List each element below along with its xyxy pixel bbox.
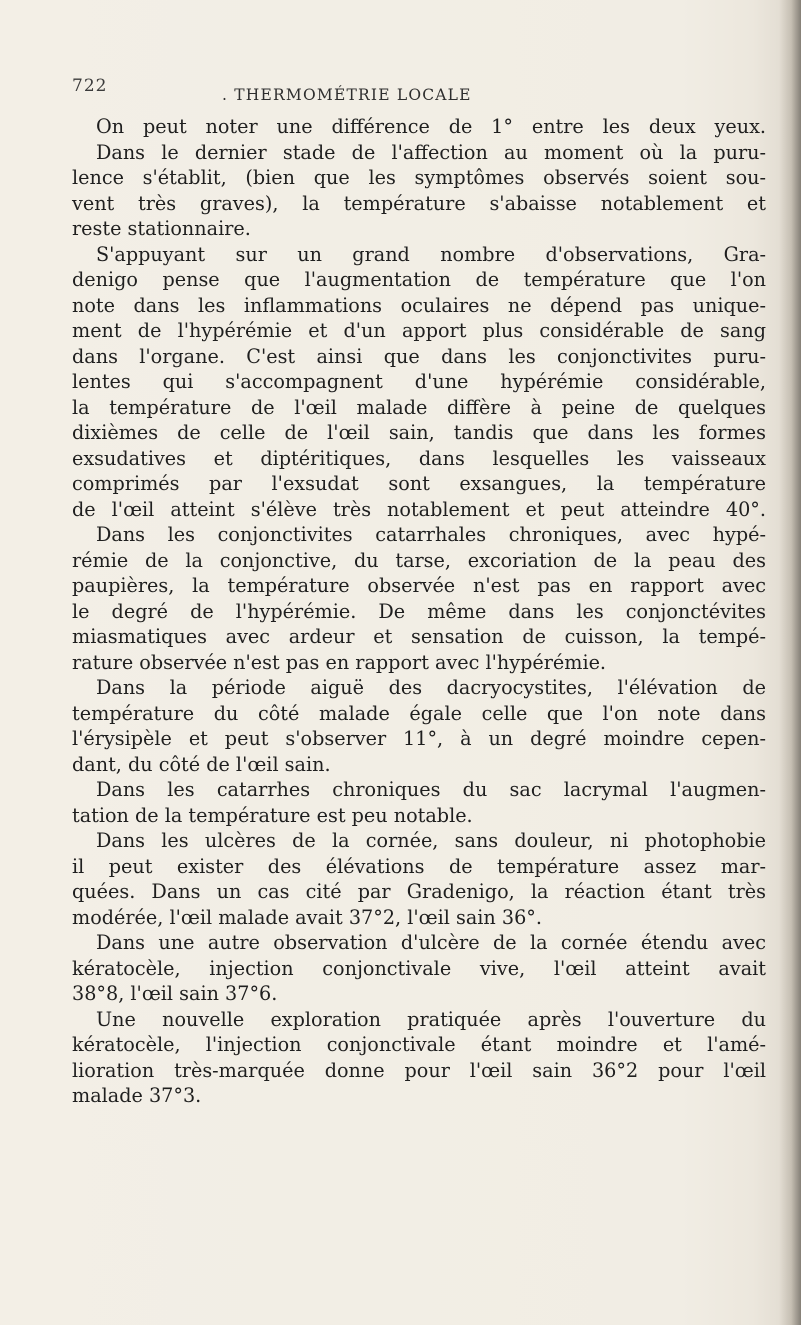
text-line: Dans une autre observation d'ulcère de la cornée étendu avec — [96, 931, 766, 954]
text-line: malade 37°3. — [72, 1084, 202, 1107]
text-line: Dans les conjonctivites catarrhales chroniques, avec hypé- — [96, 523, 766, 546]
page-number: 722 — [72, 76, 108, 96]
text-line: ment de l'hypérémie et d'un apport plus considérable de sang — [72, 319, 766, 342]
text-line: lence s'établit, (bien que les symptômes observés soient sou- — [72, 166, 766, 189]
text-line: On peut noter une différence de 1° entre les deux yeux. — [96, 115, 766, 138]
text-line: dixièmes de celle de l'œil sain, tandis que dans les formes — [72, 421, 766, 444]
text-line: exsudatives et diptéritiques, dans lesquelles les vaisseaux — [72, 446, 766, 470]
text-line: paupières, la température observée n'est pas en rapport avec — [72, 574, 766, 597]
text-line: comprimés par l'exsudat sont exsangues, la température — [72, 472, 766, 495]
text-line: rature observée n'est pas en rapport avec l'hypérémie. — [72, 650, 607, 674]
text-line: Dans la période aiguë des dacryocystites, l'élévation de — [96, 676, 766, 699]
text-line: lioration très-marquée donne pour l'œil sain 36°2 pour l'œil — [72, 1058, 766, 1082]
text-line: kératocèle, injection conjonctivale vive, l'œil atteint avait — [72, 956, 766, 980]
text-line: Dans le dernier stade de l'affection au moment où la puru- — [96, 140, 766, 164]
text-line: il peut exister des élévations de température assez mar- — [72, 854, 766, 878]
text-line: 38°8, l'œil sain 37°6. — [72, 982, 278, 1005]
text-line: S'appuyant sur un grand nombre d'observations, Gra- — [96, 242, 766, 266]
text-line: kératocèle, l'injection conjonctivale étant moindre et l'amé- — [72, 1033, 766, 1056]
text-line: dant, du côté de l'œil sain. — [72, 752, 331, 776]
text-line: l'érysipèle et peut s'observer 11°, à un degré moindre cepen- — [72, 727, 766, 750]
text-line: Dans les catarrhes chroniques du sac lacrymal l'augmen- — [96, 778, 766, 801]
text-line: dans l'organe. C'est ainsi que dans les conjonctivites puru- — [72, 344, 766, 368]
body-text — [72, 114, 766, 1109]
text-line: miasmatiques avec ardeur et sensation de cuisson, la tempé- — [72, 625, 766, 648]
text-line: quées. Dans un cas cité par Gradenigo, la réaction étant très — [72, 880, 766, 903]
text-line: note dans les inflammations oculaires ne dépend pas unique- — [72, 293, 766, 317]
text-line: denigo pense que l'augmentation de température que l'on — [72, 268, 766, 291]
text-line: Dans les ulcères de la cornée, sans douleur, ni photophobie — [96, 829, 766, 852]
text-line: modérée, l'œil malade avait 37°2, l'œil sain 36°. — [72, 905, 542, 929]
text-line: reste stationnaire. — [72, 217, 251, 240]
text-line: vent très graves), la température s'abaisse notablement et — [72, 191, 766, 215]
page-edge-shadow — [779, 0, 801, 1325]
text-line: la température de l'œil malade diffère à peine de quelques — [72, 395, 766, 419]
running-title: . THERMOMÉTRIE LOCALE — [222, 86, 472, 104]
text-line: rémie de la conjonctive, du tarse, excoriation de la peau des — [72, 548, 766, 572]
text-line: le degré de l'hypérémie. De même dans les conjonctévites — [72, 599, 766, 623]
text-line: lentes qui s'accompagnent d'une hypérémie considérable, — [72, 370, 766, 393]
text-line: tation de la température est peu notable. — [72, 803, 473, 827]
text-line: température du côté malade égale celle que l'on note dans — [72, 701, 766, 725]
text-line: de l'œil atteint s'élève très notablement et peut atteindre 40°. — [72, 497, 766, 521]
text-line: Une nouvelle exploration pratiquée après l'ouverture du — [96, 1007, 766, 1031]
